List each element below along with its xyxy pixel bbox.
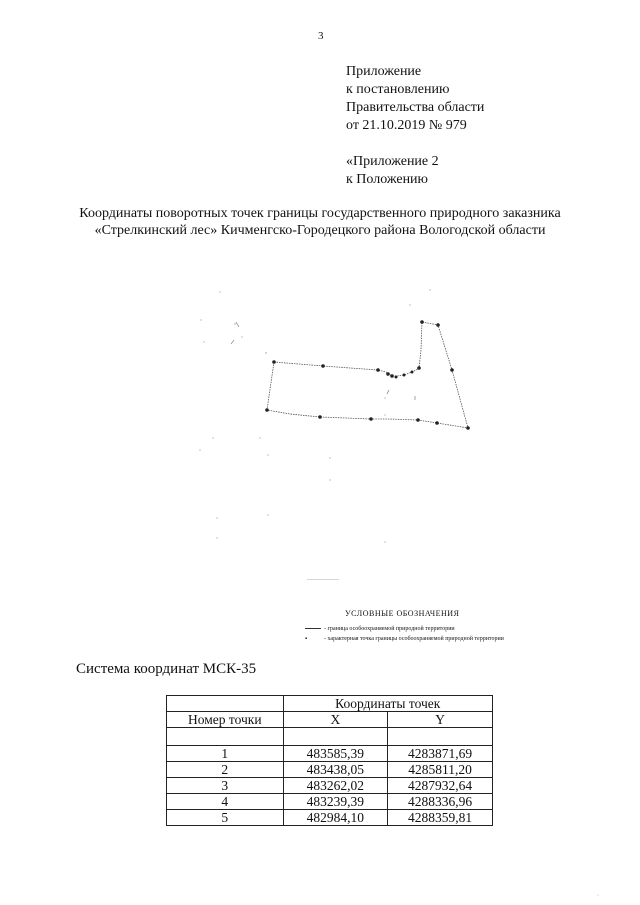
- legend-point-item: [305, 636, 504, 642]
- title-line-2: «Стрелкинский лес» Кичменгско-Городецкого района Вологодской области: [94, 223, 546, 238]
- table-cell-x: 483585,39: [283, 746, 388, 762]
- table-blank-row: [167, 728, 493, 746]
- boundary-map: [180, 280, 520, 650]
- table-cell-y: 4283871,69: [388, 746, 493, 762]
- title-line-1: Координаты поворотных точек границы государственного природного заказника: [79, 206, 561, 221]
- table-row: [167, 810, 493, 826]
- legend-point-label: - характерная точка границы особоохраняемой природной территории: [324, 636, 504, 642]
- table-cell-point: 2: [167, 762, 284, 778]
- appendix-line-3: Правительства области: [346, 100, 485, 115]
- table-row: [167, 762, 493, 778]
- table-cell-x: 483438,05: [283, 762, 388, 778]
- table-cell-point: 3: [167, 778, 284, 794]
- table-cell-x: 482984,10: [283, 810, 388, 826]
- table-row: [167, 794, 493, 810]
- legend-boundary-item: [305, 626, 455, 632]
- table-header-empty: [167, 696, 284, 712]
- table-header-x: X: [283, 712, 388, 728]
- table-header-row-2: [167, 712, 493, 728]
- table-header-point: Номер точки: [167, 712, 284, 728]
- legend-boundary-label: - граница особоохраняемой природной территории: [324, 626, 455, 632]
- table-cell-point: 5: [167, 810, 284, 826]
- table-header-group: Координаты точек: [283, 696, 492, 712]
- table-row: [167, 778, 493, 794]
- legend-title: УСЛОВНЫЕ ОБОЗНАЧЕНИЯ: [345, 609, 460, 618]
- appendix-line-2: к постановлению: [346, 82, 450, 97]
- appendix-line-4: от 21.10.2019 № 979: [346, 118, 467, 133]
- appendix-line-5: «Приложение 2: [346, 154, 439, 169]
- corner-mark: ·: [597, 893, 599, 899]
- table-cell-y: 4287932,64: [388, 778, 493, 794]
- table-cell-y: 4285811,20: [388, 762, 493, 778]
- page-number: 3: [318, 30, 324, 42]
- appendix-line-6: к Положению: [346, 172, 429, 187]
- coordinate-system-label: Система координат МСК-35: [76, 661, 257, 677]
- legend-line-symbol: [305, 628, 321, 629]
- boundary-line: [267, 322, 468, 428]
- appendix-line-1: Приложение: [346, 64, 422, 79]
- table-cell-x: 483239,39: [283, 794, 388, 810]
- coordinates-table: [166, 695, 493, 826]
- scale-label: ————————: [307, 576, 339, 581]
- table-cell-y: 4288336,96: [388, 794, 493, 810]
- table-row: [167, 746, 493, 762]
- table-cell-point: 4: [167, 794, 284, 810]
- document-title: [40, 205, 600, 239]
- appendix-header: [346, 63, 484, 189]
- table-cell-y: 4288359,81: [388, 810, 493, 826]
- table-cell-point: 1: [167, 746, 284, 762]
- table-header-y: Y: [388, 712, 493, 728]
- table-header-row-1: [167, 696, 493, 712]
- table-cell-x: 483262,02: [283, 778, 388, 794]
- legend-point-symbol: ▪: [305, 636, 308, 642]
